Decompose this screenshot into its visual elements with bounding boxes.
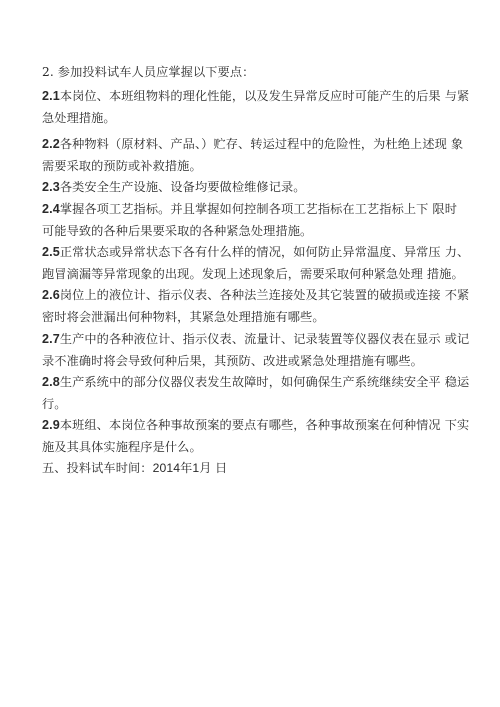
point-text: 生产中的各种液位计、指示仪表、流量计、记录装置等仪器仪表在显示 或记 <box>59 332 470 346</box>
point-text: 掌握各项工艺指标。并且掌握如何控制各项工艺指标在工艺指标上下 限时 <box>59 202 457 216</box>
point-text: 行。 <box>42 397 67 411</box>
point-number: 2.8 <box>42 375 60 389</box>
section-heading-text: 2. 参加投料试车人员应掌握以下要点： <box>42 65 255 79</box>
point-number: 2.5 <box>42 245 60 259</box>
point-text: 密时将会泄漏出何种物料，其紧急处理措施有哪些。 <box>42 310 325 324</box>
point-number: 2.1 <box>42 89 60 103</box>
point-2-7 <box>42 328 470 372</box>
point-2-5 <box>42 241 470 285</box>
point-text: 跑冒滴漏等异常现象的出现。发现上述现象后，需要采取何种紧急处理 措施。 <box>42 267 464 281</box>
point-number: 2.9 <box>42 418 60 432</box>
point-2-3 <box>42 176 462 198</box>
point-2-6 <box>42 284 470 328</box>
point-text: 急处理措施。 <box>42 111 116 125</box>
point-text: 需要采取的预防或补救措施。 <box>42 159 202 173</box>
point-number: 2.7 <box>42 332 60 346</box>
point-number: 2.2 <box>42 137 60 151</box>
point-2-8 <box>42 371 470 415</box>
point-text: 岗位上的液位计、指示仪表、各种法兰连接处及其它装置的破损或连接 不紧 <box>59 288 470 302</box>
point-text: 各种物料（原材料、产品、）贮存、转运过程中的危险性，为杜绝上述现 象 <box>59 137 464 151</box>
trial-run-time <box>42 457 462 479</box>
point-2-9 <box>42 414 470 458</box>
point-text: 施及其具体实施程序是什么。 <box>42 440 202 454</box>
point-number: 2.6 <box>42 288 60 302</box>
point-text: 可能导致的各种后果要采取的各种紧急处理措施。 <box>42 224 313 238</box>
point-text: 生产系统中的部分仪器仪表发生故障时，如何确保生产系统继续安全平 稳运 <box>59 375 470 389</box>
point-text: 录不准确时将会导致何种后果，其预防、改进或紧急处理措施有哪些。 <box>42 354 423 368</box>
point-number: 2.3 <box>42 180 60 194</box>
point-2-4 <box>42 198 462 242</box>
point-text: 各类安全生产设施、设备均要做检维修记录。 <box>59 180 306 194</box>
trial-run-time-date: 2014年1月 日 <box>152 461 228 475</box>
point-2-2 <box>42 133 462 177</box>
point-text: 本岗位、本班组物料的理化性能，以及发生异常反应时可能产生的后果 与紧 <box>59 89 470 103</box>
trial-run-time-label: 五、投料试车时间： <box>42 461 153 475</box>
point-text: 本班组、本岗位各种事故预案的要点有哪些，各种事故预案在何种情况 下实 <box>59 418 470 432</box>
section-heading <box>42 61 462 83</box>
point-2-1 <box>42 85 470 129</box>
point-number: 2.4 <box>42 202 60 216</box>
point-text: 正常状态或异常状态下各有什么样的情况，如何防止异常温度、异常压 力、 <box>59 245 470 259</box>
